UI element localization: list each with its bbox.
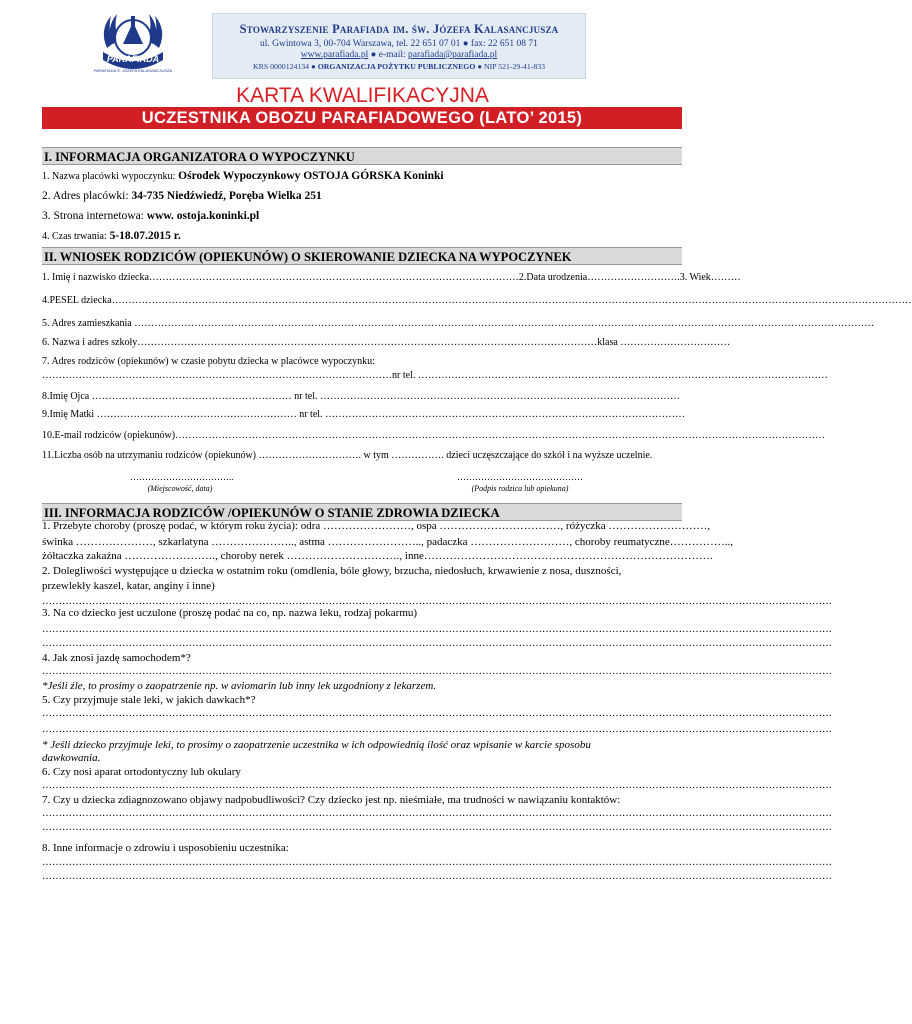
medication-answer-line[interactable]: ………………………………………………………………………………………………………………………………………………………………………………………………………………… bbox=[42, 708, 832, 719]
diseases-q1[interactable]: 1. Przebyte choroby (proszę podać, w którym roku życia): odra ……………………, ospa ……………………………, różyczka ………………………, bbox=[42, 520, 711, 532]
other-info-answer-line[interactable]: ………………………………………………………………………………………………………………………………………………………………………………………………………………… bbox=[42, 871, 832, 882]
behavior-answer-line[interactable]: ………………………………………………………………………………………………………………………………………………………………………………………………………………… bbox=[42, 808, 832, 819]
section-1-heading: I. INFORMACJA ORGANIZATORA O WYPOCZYNKU bbox=[42, 147, 682, 165]
medication-answer-line[interactable]: ………………………………………………………………………………………………………………………………………………………………………………………………………………… bbox=[42, 724, 832, 735]
org-item-3 bbox=[42, 210, 682, 222]
mother-row bbox=[42, 409, 686, 420]
birth-date-label: 2.Data urodzenia bbox=[518, 272, 588, 283]
behavior-answer-line[interactable]: ………………………………………………………………………………………………………………………………………………………………………………………………………………… bbox=[42, 822, 832, 833]
org-item-value: Ośrodek Wypoczynkowy OSTOJA GÓRSKA Koninki bbox=[178, 170, 444, 182]
org-name: Stowarzyszenie Parafiada im. św. Józefa Kalasancjusza bbox=[239, 22, 559, 36]
org-item-label: 3. Strona internetowa: bbox=[42, 210, 144, 222]
allergy-q3: 3. Na co dziecko jest uczulone (proszę podać na co, np. nazwa leku, rodzaj pokarmu) bbox=[42, 607, 418, 619]
other-info-answer-line[interactable]: ………………………………………………………………………………………………………………………………………………………………………………………………………………… bbox=[42, 857, 832, 868]
org-item-label: 4. Czas trwania: bbox=[42, 231, 107, 242]
child-name-field[interactable]: ………………………………………………………………………………………………… bbox=[148, 272, 519, 283]
students-label: dzieci uczęszczające do szkół i na wyższe uczelnie. bbox=[446, 450, 653, 461]
travel-answer-line[interactable]: ………………………………………………………………………………………………………………………………………………………………………………………………………………… bbox=[42, 666, 832, 677]
logo-ring-text: PARAFIADA Ś. JÓZEFA KALASANCJUSZA bbox=[93, 68, 173, 73]
behavior-q7: 7. Czy u dziecka zdiagnozowano objawy nadpobudliwości? Czy dziecko jest np. nieśmiałe, ma trudności w nawiązaniu kontaktów: bbox=[42, 794, 621, 806]
org-contacts bbox=[213, 50, 585, 60]
org-item-value: 34-735 Niedźwiedź, Poręba Wielka 251 bbox=[131, 190, 322, 202]
mother-tel-label: nr tel. bbox=[299, 409, 323, 420]
email-label: ● e-mail: bbox=[370, 50, 406, 60]
parents-address-label: 7. Adres rodziców (opiekunów) w czasie pobytu dziecka w placówce wypoczynku: bbox=[42, 356, 375, 367]
school-label: 6. Nazwa i adres szkoły bbox=[42, 337, 138, 348]
address-label: 5. Adres zamieszkania bbox=[42, 318, 132, 329]
parents-tel-label: nr tel. bbox=[392, 370, 416, 381]
organization-header bbox=[212, 13, 586, 79]
parents-address-field[interactable]: …………………………………………………………………………………………… bbox=[42, 370, 392, 381]
dependents-row bbox=[42, 450, 682, 461]
medication-note: * Jeśli dziecko przyjmuje leki, to prosimy o zaopatrzenie uczestnika w ich odpowiednią ilość oraz wpisanie w karcie sposobu bbox=[42, 739, 591, 751]
diseases-q1-line3[interactable]: żółtaczka zakaźna ……………………., choroby nerek …………………………., inne……………………………………………………………………. bbox=[42, 550, 713, 562]
section-3-heading: III. INFORMACJA RODZICÓW /OPIEKUNÓW O STANIE ZDROWIA DZIECKA bbox=[42, 503, 682, 521]
org-address: ul. Gwintowa 3, 00-704 Warszawa, tel. 22 651 07 01 ● fax: 22 651 08 71 bbox=[260, 39, 538, 49]
travel-note: *Jeśli źle, to prosimy o zaopatrzenie np. w aviomarin lub inny lek uzgodniony z lekarzem. bbox=[42, 680, 437, 692]
org-item-value: 5-18.07.2015 r. bbox=[109, 230, 181, 242]
place-date-caption: (Miejscowość, data) bbox=[147, 484, 213, 493]
orthodontic-q6: 6. Czy nosi aparat ortodontyczny lub okulary bbox=[42, 766, 241, 778]
email-field[interactable]: …………………………………………………………………………………………………………………………………………………………………………… bbox=[175, 430, 826, 441]
age-label[interactable]: 3. Wiek……… bbox=[679, 272, 741, 283]
email-row bbox=[42, 430, 826, 441]
father-tel-field[interactable]: ……………………………………………………………………………………………… bbox=[317, 391, 681, 402]
address-row bbox=[42, 318, 875, 329]
org-item-label: 2. Adres placówki: bbox=[42, 190, 129, 202]
ailments-answer-line[interactable]: ………………………………………………………………………………………………………………………………………………………………………………………………………………… bbox=[42, 596, 832, 607]
class-field[interactable]: …………………………… bbox=[617, 337, 731, 348]
child-name-label: 1. Imię i nazwisko dziecka bbox=[42, 272, 149, 283]
org-registry bbox=[213, 62, 585, 71]
father-row bbox=[42, 391, 682, 402]
opp-status: ● ORGANIZACJA POŻYTKU PUBLICZNEGO bbox=[311, 62, 476, 71]
diseases-q1-line2[interactable]: świnka …………………, szkarlatyna ………………….., astma …………………….., padaczka ………………………, choroby reumatyczne…………….., bbox=[42, 536, 734, 548]
medication-q5: 5. Czy przyjmuje stale leki, w jakich dawkach*? bbox=[42, 694, 256, 706]
place-date-field[interactable]: …………………………….. bbox=[130, 472, 234, 482]
pesel-row bbox=[42, 295, 912, 306]
dependents-of-which: w tym bbox=[363, 450, 389, 461]
orthodontic-answer-line[interactable]: ………………………………………………………………………………………………………………………………………………………………………………………………………………… bbox=[42, 780, 832, 791]
father-field[interactable]: …………………………………………………… bbox=[89, 391, 295, 402]
ailments-q2-line2: przewlekły kaszel, katar, anginy i inne) bbox=[42, 580, 215, 592]
org-item-label: 1. Nazwa placówki wypoczynku: bbox=[42, 171, 176, 182]
nip-number: ● NIP 521-29-41-833 bbox=[477, 62, 546, 71]
school-row bbox=[42, 337, 731, 348]
ailments-q2: 2. Dolegliwości występujące u dziecka w ostatnim roku (omdlenia, bóle głowy, brzucha, niedosłuch, krwawienie z nosa, duszności, bbox=[42, 565, 622, 577]
email-link[interactable]: parafiada@parafiada.pl bbox=[408, 50, 498, 60]
other-info-q8: 8. Inne informacje o zdrowiu i usposobieniu uczestnika: bbox=[42, 842, 289, 854]
dependents-label: 11.Liczba osób na utrzymaniu rodziców (opiekunów) bbox=[42, 450, 257, 461]
form-title: KARTA KWALIFIKACYJNA bbox=[236, 84, 489, 107]
logo-text: PARAFIADA bbox=[106, 54, 160, 64]
medication-note-line2: dawkowania. bbox=[42, 752, 101, 764]
mother-label: 9.Imię Matki bbox=[42, 409, 95, 420]
allergy-answer-line[interactable]: ………………………………………………………………………………………………………………………………………………………………………………………………………………… bbox=[42, 624, 832, 635]
form-subtitle: UCZESTNIKA OBOZU PARAFIADOWEGO (LATO’ 2015) bbox=[42, 107, 682, 129]
krs-number: KRS 0000124134 bbox=[252, 62, 310, 71]
section-2-heading: II. WNIOSEK RODZICÓW (OPIEKUNÓW) O SKIEROWANIE DZIECKA NA WYPOCZYNEK bbox=[42, 247, 682, 265]
school-field[interactable]: ………………………………………………………………………………………………………………………… bbox=[137, 337, 598, 348]
address-field[interactable]: …………………………………………………………………………………………………………………………………………………………………………………………………… bbox=[131, 318, 875, 329]
website-link[interactable]: www.parafiada.pl bbox=[300, 50, 369, 60]
travel-q4: 4. Jak znosi jazdę samochodem*? bbox=[42, 652, 191, 664]
org-item-2 bbox=[42, 190, 682, 202]
father-tel-label: nr tel. bbox=[294, 391, 318, 402]
email-label: 10.E-mail rodziców (opiekunów) bbox=[42, 430, 176, 441]
parent-signature-field[interactable]: …………………………………… bbox=[457, 472, 583, 482]
dependents-field[interactable]: …………………………. bbox=[256, 450, 364, 461]
parents-address-row bbox=[42, 370, 828, 381]
birth-date-field[interactable]: ………………………. bbox=[587, 272, 680, 283]
org-item-4 bbox=[42, 230, 682, 242]
parafiada-logo bbox=[93, 8, 173, 78]
parent-signature-caption: (Podpis rodzica lub opiekuna) bbox=[471, 484, 569, 493]
father-label: 8.Imię Ojca bbox=[42, 391, 90, 402]
mother-field[interactable]: …………………………………………………… bbox=[94, 409, 300, 420]
students-field[interactable]: ……………. bbox=[388, 450, 447, 461]
parents-tel-field[interactable]: …………………………………………………………………………………………………………… bbox=[415, 370, 828, 381]
org-item-value: www. ostoja.koninki.pl bbox=[146, 210, 260, 222]
pesel-field[interactable]: …………………………………………………………………………………………………………………………………………………………………………………………………………………… bbox=[111, 295, 912, 306]
class-label: klasa bbox=[597, 337, 618, 348]
mother-tel-field[interactable]: ……………………………………………………………………………………………… bbox=[322, 409, 686, 420]
pesel-label: 4.PESEL dziecka bbox=[42, 295, 112, 306]
child-name-row bbox=[42, 272, 741, 283]
allergy-answer-line[interactable]: ………………………………………………………………………………………………………………………………………………………………………………………………………………… bbox=[42, 638, 832, 649]
org-item-1 bbox=[42, 170, 682, 182]
